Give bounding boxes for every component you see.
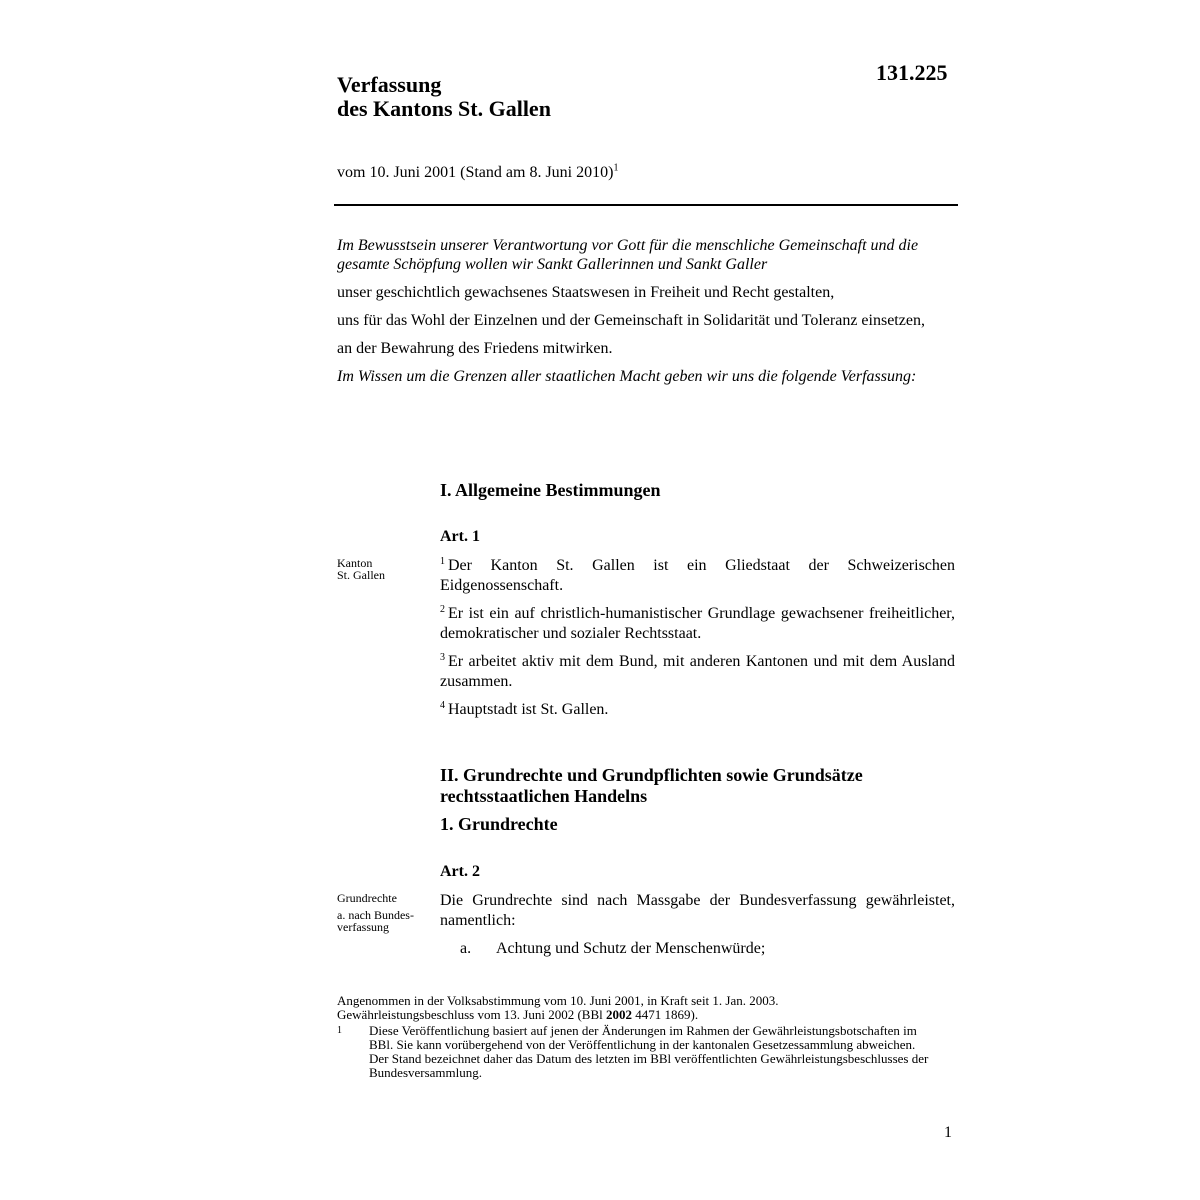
title-divider [334,204,958,206]
paragraph-text: Hauptstadt ist St. Gallen. [448,701,609,718]
footnote-1 [337,1024,937,1080]
margin-note-line-1: Kanton [337,556,373,570]
paragraph-text: Er arbeitet aktiv mit dem Bund, mit anderen Kantonen und mit dem Ausland zusammen. [440,653,955,690]
preamble [337,236,955,386]
footnote-ref-1[interactable]: 1 [613,162,619,174]
document-date [337,164,618,182]
date-text: vom 10. Juni 2001 (Stand am 8. Juni 2010) [337,164,614,181]
document-title [337,73,551,121]
guarantee-text-b: 4471 1869). [632,1007,699,1022]
chapter-2-title [440,765,863,807]
margin-note-sub-line-1: a. nach Bundes- [337,908,414,922]
footnote-number: 1 [337,1025,342,1036]
paragraph-number: 1 [440,555,445,567]
title-line-1: Verfassung [337,72,442,97]
article-1-paragraph-3 [440,652,955,692]
article-2-intro: Die Grundrechte sind nach Massgabe der Bundesverfassung gewährleistet, namentlich: [440,892,955,929]
article-1-margin-note [337,557,432,581]
footnote-text: Diese Veröffentlichung basiert auf jenen der Änderungen im Rahmen der Gewährleistungsbotschaften im BBl. Sie kann vorübergehend von der Veröffentlichung in der kantonalen Gesetzessammlung abweichen. Der Stand bezeichnet daher das Datum des letzten im BBl veröffentlichten Gewährleistungsbeschlusses der Bundesversammlung. [369,1023,929,1080]
footnotes [337,994,937,1080]
sr-number: 131.225 [876,60,948,85]
article-2-margin-note [337,892,432,933]
margin-note-title: Grundrechte [337,891,397,905]
chapter-2-title-line-2: rechtsstaatlichen Handelns [440,786,648,806]
paragraph-text: Der Kanton St. Gallen ist ein Gliedstaat der Schweizerischen Eidgenossenschaft. [440,557,955,594]
footnote-adoption: Angenommen in der Volksabstimmung vom 10. Juni 2001, in Kraft seit 1. Jan. 2003. [337,993,779,1008]
preamble-intro: Im Bewusstsein unserer Verantwortung vor Gott für die menschliche Gemeinschaft und die gesamte Schöpfung wollen wir Sankt Gallerinnen und Sankt Galler [337,237,919,273]
paragraph-number: 2 [440,603,445,615]
chapter-2-title-line-1: II. Grundrechte und Grundpflichten sowie Grundsätze [440,765,863,785]
preamble-item-1: unser geschichtlich gewachsenes Staatswesen in Freiheit und Recht gestalten, [337,284,835,301]
paragraph-number: 4 [440,699,445,711]
list-item-label: a. [460,940,472,957]
footnote-guarantee [337,1008,937,1022]
preamble-closing: Im Wissen um die Grenzen aller staatlichen Macht geben wir uns die folgende Verfassung: [337,368,917,385]
preamble-item-2: uns für das Wohl der Einzelnen und der Gemeinschaft in Solidarität und Toleranz einsetzen, [337,312,925,329]
guarantee-text-a: Gewährleistungsbeschluss vom 13. Juni 2002 (BBl [337,1007,607,1022]
article-1-paragraph-4 [440,700,955,720]
guarantee-year: 2002 [606,1007,633,1022]
article-1-paragraph-2 [440,604,955,644]
article-1-paragraph-1 [440,556,955,596]
title-line-2: des Kantons St. Gallen [337,96,551,121]
paragraph-number: 3 [440,651,445,663]
list-item [440,939,955,959]
list-item-text: Achtung und Schutz der Menschenwürde; [496,940,766,957]
chapter-1-title: I. Allgemeine Bestimmungen [440,480,661,500]
page-number: 1 [944,1124,952,1141]
preamble-item-3: an der Bewahrung des Friedens mitwirken. [337,340,613,357]
article-2-body [440,891,955,959]
section-1-title: 1. Grundrechte [440,814,558,834]
paragraph-text: Er ist ein auf christlich-humanistischer Grundlage gewachsener freiheitlicher, demokratischer und sozialer Rechtsstaat. [440,605,955,642]
article-1-body [440,556,955,720]
article-2-title: Art. 2 [440,863,480,880]
article-1-title: Art. 1 [440,528,480,545]
margin-note-sub-line-2: verfassung [337,920,389,934]
margin-note-line-2: St. Gallen [337,568,385,582]
